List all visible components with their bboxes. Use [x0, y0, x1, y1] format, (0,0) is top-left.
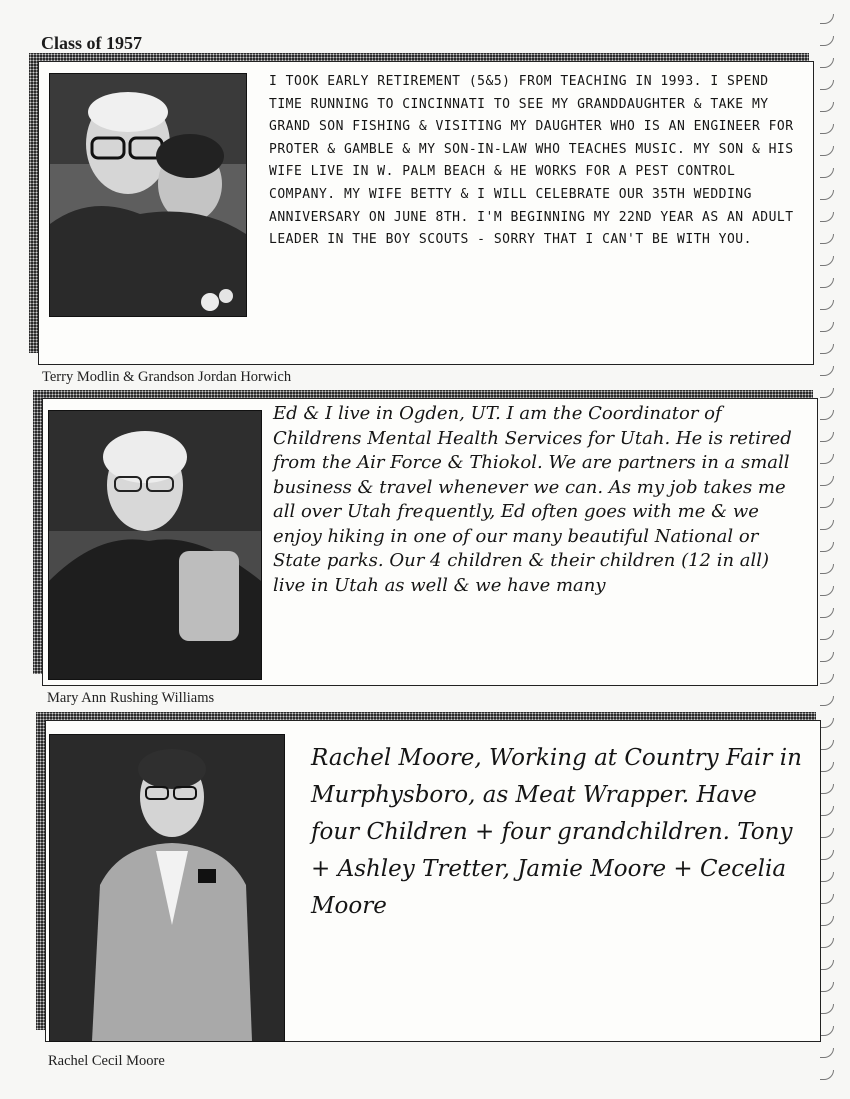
binding-ring [820, 1026, 834, 1036]
binding-ring [820, 652, 834, 662]
binding-ring [820, 300, 834, 310]
entry-card [33, 390, 818, 686]
binding-ring [820, 410, 834, 420]
photo-caption: Mary Ann Rushing Williams [47, 690, 215, 706]
binding-ring [820, 850, 834, 860]
binding-ring [820, 1048, 834, 1058]
binding-ring [820, 146, 834, 156]
binding-ring [820, 432, 834, 442]
portrait-photo-icon [50, 74, 246, 316]
binding-ring [820, 674, 834, 684]
binding-ring [820, 256, 834, 266]
binding-ring [820, 586, 834, 596]
binding-ring [820, 388, 834, 398]
portrait-photo [48, 410, 262, 680]
photo-caption: Terry Modlin & Grandson Jordan Horwich [42, 369, 292, 385]
binding-ring [820, 982, 834, 992]
portrait-photo-icon [50, 735, 284, 1041]
binding-ring [820, 1070, 834, 1080]
page-title: Class of 1957 [41, 33, 143, 53]
binding-ring [820, 520, 834, 530]
binding-ring [820, 740, 834, 750]
binding-ring [820, 58, 834, 68]
binding-ring [820, 366, 834, 376]
binding-ring [820, 938, 834, 948]
binding-ring [820, 102, 834, 112]
binding-ring [820, 762, 834, 772]
binding-ring [820, 344, 834, 354]
binding-ring [820, 278, 834, 288]
portrait-photo [49, 73, 247, 317]
binding-ring [820, 80, 834, 90]
binding-ring [820, 322, 834, 332]
binding-ring [820, 234, 834, 244]
handwritten-note: Ed & I live in Ogden, UT. I am the Coordinator of Childrens Mental Health Services for Utah. He is retired from the Air Force & Thiokol. We are partners in a small business & travel whenever we can. As my job takes me all over Utah frequently, Ed often goes with me & we enjoy hiking in one of our many beautiful National or State parks. Our 4 children & their children (12 in all) live in Utah as well & we have many [273, 403, 792, 596]
binding-ring [820, 14, 834, 24]
handwritten-note: Rachel Moore, Working at Country Fair in Murphysboro, as Meat Wrapper. Have four Children + four grandchildren. Tony + Ashley Tretter, Jamie Moore + Cecelia Moore [311, 745, 802, 919]
spiral-binding [818, 14, 840, 1089]
binding-ring [820, 960, 834, 970]
binding-ring [820, 608, 834, 618]
portrait-photo-icon [49, 411, 261, 679]
entry-card [29, 53, 814, 365]
binding-ring [820, 124, 834, 134]
binding-ring [820, 916, 834, 926]
entry-card [36, 712, 821, 1042]
binding-ring [820, 476, 834, 486]
photo-caption: Rachel Cecil Moore [48, 1053, 165, 1069]
binding-ring [820, 36, 834, 46]
binding-ring [820, 564, 834, 574]
binding-ring [820, 784, 834, 794]
binding-ring [820, 542, 834, 552]
binding-ring [820, 630, 834, 640]
binding-ring [820, 894, 834, 904]
binding-ring [820, 872, 834, 882]
binding-ring [820, 806, 834, 816]
binding-ring [820, 190, 834, 200]
binding-ring [820, 696, 834, 706]
binding-ring [820, 718, 834, 728]
binding-ring [820, 168, 834, 178]
binding-ring [820, 828, 834, 838]
binding-ring [820, 454, 834, 464]
binding-ring [820, 498, 834, 508]
portrait-photo [49, 734, 285, 1042]
binding-ring [820, 212, 834, 222]
binding-ring [820, 1004, 834, 1014]
handwritten-note: I TOOK EARLY RETIREMENT (5&5) FROM TEACHING IN 1993. I SPEND TIME RUNNING TO CINCINNATI TO SEE MY GRANDDAUGHTER & TAKE MY GRAND SON FISHING & VISITING MY DAUGHTER WHO IS AN ENGINEER FOR PROTER & GAMBLE & MY SON-IN-LAW WHO TEACHES MUSIC. MY SON & HIS WIFE LIVE IN W. PALM BEACH & HE WORKS FOR A PEST CONTROL COMPANY. MY WIFE BETTY & I WILL CELEBRATE OUR 35TH WEDDING ANNIVERSARY ON JUNE 8TH. I'M BEGINNING MY 22ND YEAR AS AN ADULT LEADER IN THE BOY SCOUTS - SORRY THAT I CAN'T BE WITH YOU. [269, 74, 794, 248]
